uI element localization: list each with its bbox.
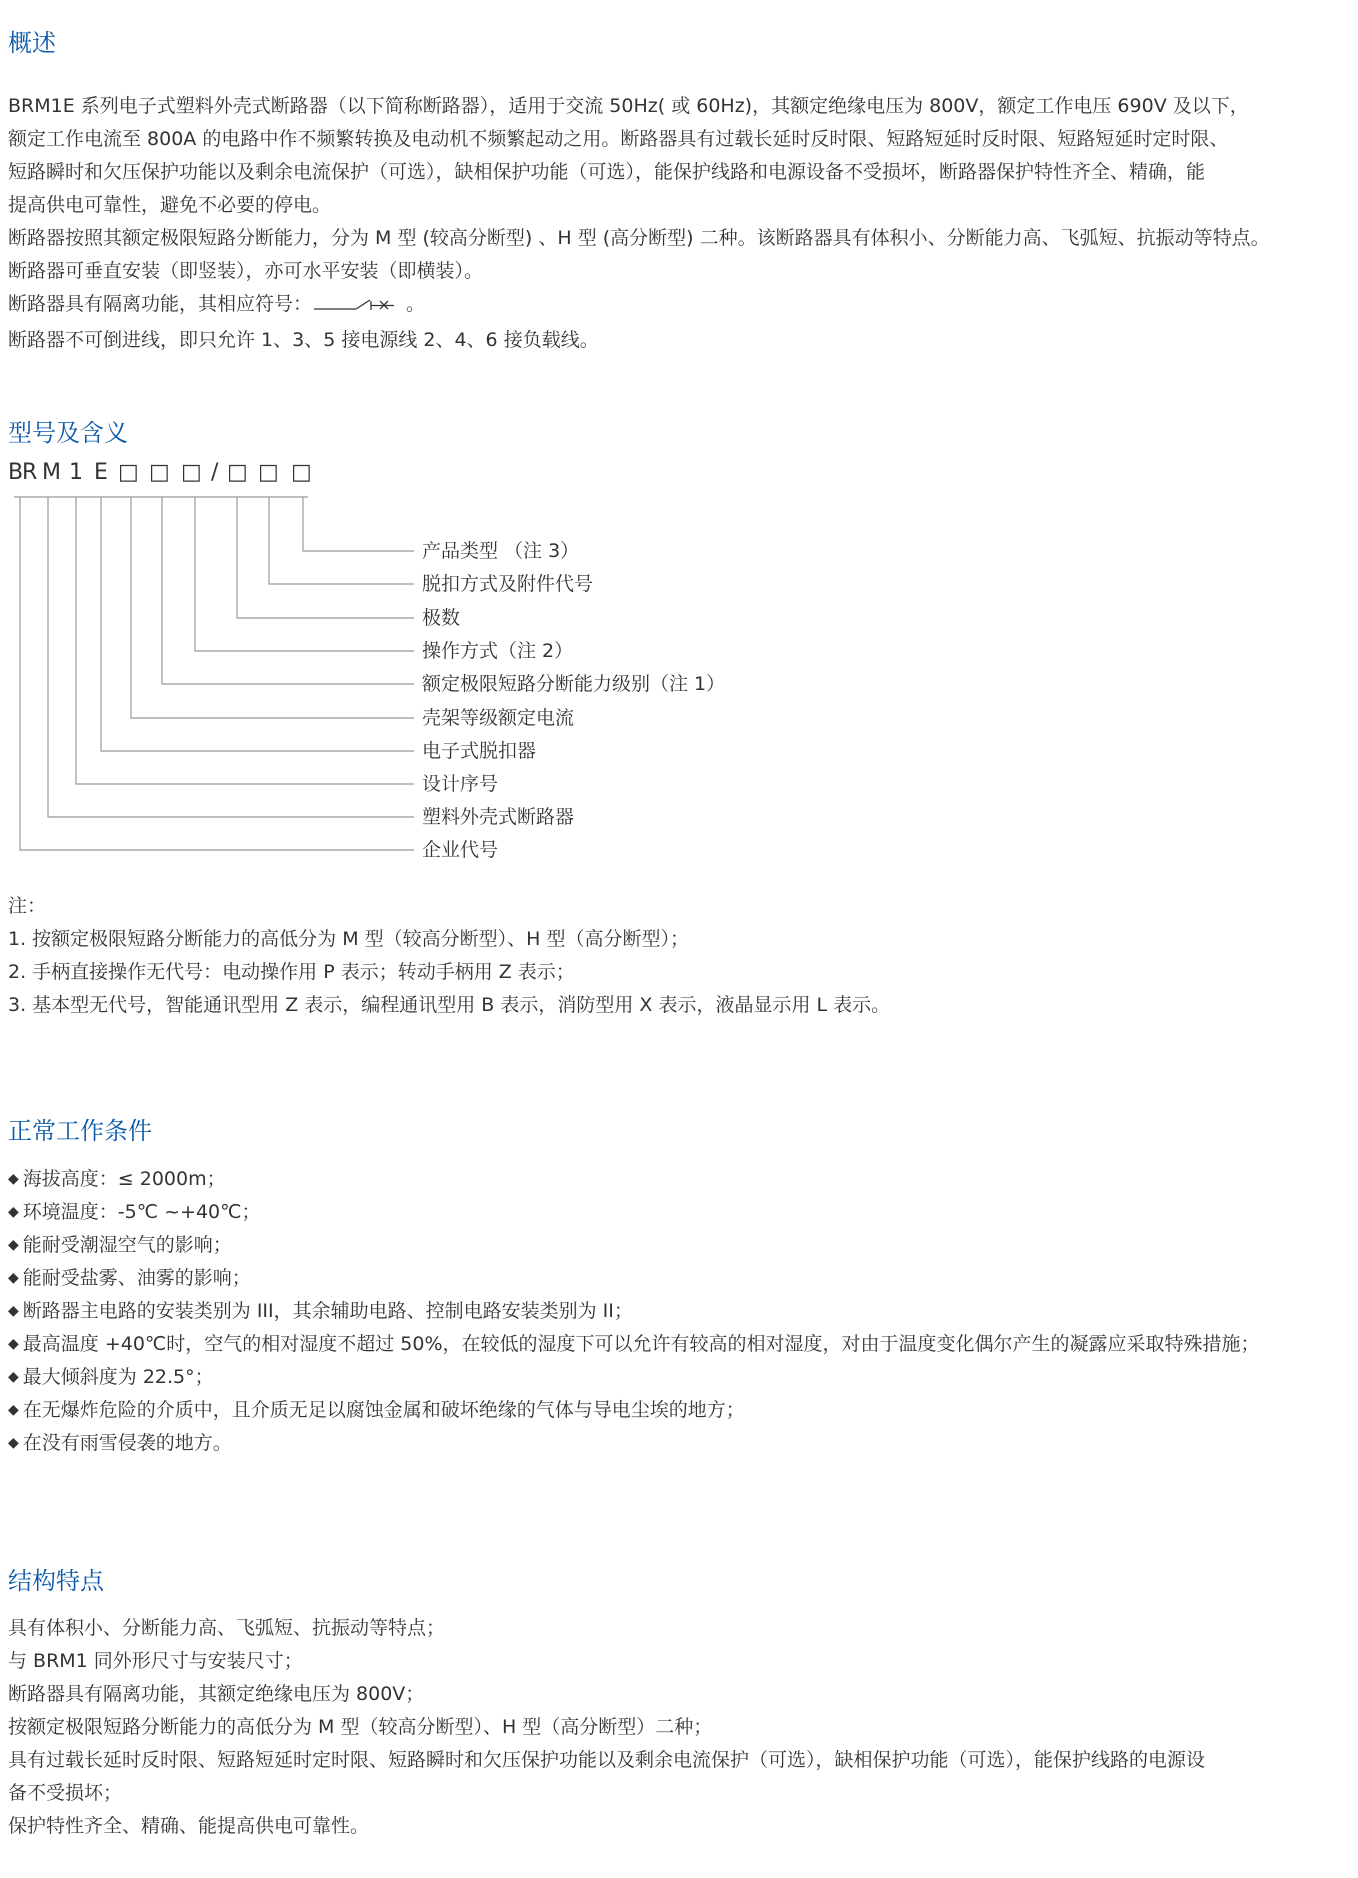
- model-code-char: R: [22, 460, 39, 485]
- isolation-switch-symbol-icon: [314, 291, 404, 324]
- model-title: 型号及含义: [8, 419, 128, 447]
- diamond-bullet-icon: ◆: [8, 1336, 19, 1352]
- diamond-bullet-icon: ◆: [8, 1402, 19, 1418]
- structure-line: 备不受损坏；: [8, 1782, 123, 1804]
- isolation-symbol-line: 断路器具有隔离功能，其相应符号： 。: [8, 288, 1348, 324]
- condition-item: ◆ 在无爆炸危险的介质中，且介质无足以腐蚀金属和破坏绝缘的气体与导电尘埃的地方；: [8, 1399, 745, 1421]
- model-code-box: □: [258, 460, 280, 485]
- overview-line: 断路器不可倒进线，即只允许 1、3、5 接电源线 2、4、6 接负载线。: [8, 329, 599, 351]
- condition-item: ◆ 在没有雨雪侵袭的地方。: [8, 1432, 232, 1454]
- model-label-poles: 极数: [422, 607, 461, 629]
- condition-item: ◆ 能耐受潮湿空气的影响；: [8, 1234, 232, 1256]
- diamond-bullet-icon: ◆: [8, 1270, 19, 1286]
- note-line: 3. 基本型无代号，智能通讯型用 Z 表示，编程通讯型用 B 表示，消防型用 X 表示，液晶显示用 L 表示。: [8, 994, 891, 1016]
- model-code-slash: /: [211, 460, 220, 485]
- model-notes: [8, 890, 1348, 1022]
- model-code-char: E: [94, 460, 109, 485]
- model-label-electronic-trip: 电子式脱扣器: [422, 740, 537, 762]
- structure-line: 保护特性齐全、精确、能提高供电可靠性。: [8, 1815, 370, 1837]
- model-label-company-code: 企业代号: [422, 839, 499, 861]
- condition-item: ◆ 能耐受盐雾、油雾的影响；: [8, 1267, 251, 1289]
- structure-line: 断路器具有隔离功能，其额定绝缘电压为 800V；: [8, 1683, 425, 1705]
- model-label-frame-current: 壳架等级额定电流: [422, 707, 575, 729]
- structure-line: 具有过载长延时反时限、短路短延时定时限、短路瞬时和欠压保护功能以及剩余电流保护（可选），缺相保护功能（可选），能保护线路的电源设: [8, 1749, 1206, 1771]
- diamond-bullet-icon: ◆: [8, 1171, 19, 1187]
- model-code-box: □: [227, 460, 249, 485]
- model-label-product-type: 产品类型 （注 3）: [422, 540, 580, 562]
- structure-line: 按额定极限短路分断能力的高低分为 M 型（较高分断型）、H 型（高分断型）二种；: [8, 1716, 713, 1738]
- condition-item: ◆ 断路器主电路的安装类别为 III，其余辅助电路、控制电路安装类别为 II；: [8, 1300, 633, 1322]
- overview-line: 短路瞬时和欠压保护功能以及剩余电流保护（可选），缺相保护功能（可选），能保护线路和电源设备不受损坏，断路器保护特性齐全、精确，能: [8, 161, 1206, 183]
- model-code-box: □: [181, 460, 203, 485]
- note-line: 2. 手柄直接操作无代号：电动操作用 P 表示；转动手柄用 Z 表示；: [8, 961, 575, 983]
- diamond-bullet-icon: ◆: [8, 1237, 19, 1253]
- condition-item: ◆ 环境温度：-5℃ ~+40℃；: [8, 1201, 261, 1223]
- overview-line: 断路器可垂直安装（即竖装），亦可水平安装（即横装）。: [8, 260, 484, 282]
- structure-text: [8, 1612, 1348, 1843]
- diamond-bullet-icon: ◆: [8, 1303, 19, 1319]
- model-label-operation: 操作方式（注 2）: [422, 640, 574, 662]
- diamond-bullet-icon: ◆: [8, 1204, 19, 1220]
- structure-line: 与 BRM1 同外形尺寸与安装尺寸；: [8, 1650, 303, 1672]
- model-code-char: 1: [69, 460, 84, 485]
- model-label-mccb: 塑料外壳式断路器: [422, 806, 575, 828]
- structure-title: 结构特点: [8, 1567, 104, 1595]
- overview-line: 断路器按照其额定极限短路分断能力，分为 M 型 (较高分断型) 、H 型 (高分断型) 二种。该断路器具有体积小、分断能力高、飞弧短、抗振动等特点。: [8, 227, 1270, 249]
- condition-item: ◆ 最高温度 +40℃时，空气的相对湿度不超过 50%，在较低的湿度下可以允许有较高的相对湿度，对由于温度变化偶尔产生的凝露应采取特殊措施；: [8, 1333, 1260, 1355]
- condition-item: ◆ 最大倾斜度为 22.5°；: [8, 1366, 214, 1388]
- overview-title: 概述: [8, 29, 56, 57]
- model-code-box: □: [291, 460, 313, 485]
- overview-line: BRM1E 系列电子式塑料外壳式断路器（以下简称断路器），适用于交流 50Hz( 或 60Hz)，其额定绝缘电压为 800V，额定工作电压 690V 及以下，: [8, 95, 1249, 117]
- model-code-box: □: [149, 460, 171, 485]
- diamond-bullet-icon: ◆: [8, 1369, 19, 1385]
- conditions-title: 正常工作条件: [8, 1117, 152, 1145]
- model-label-design-serial: 设计序号: [422, 773, 499, 795]
- overview-line: 额定工作电流至 800A 的电路中作不频繁转换及电动机不频繁起动之用。断路器具有过载长延时反时限、短路短延时反时限、短路短延时定时限、: [8, 128, 1229, 150]
- model-label-trip-accessory: 脱扣方式及附件代号: [422, 573, 594, 595]
- model-code-char: B: [8, 460, 25, 485]
- note-line: 1. 按额定极限短路分断能力的高低分为 M 型（较高分断型）、H 型（高分断型）；: [8, 928, 689, 950]
- notes-title: 注：: [8, 895, 47, 917]
- model-label-breaking-capacity: 额定极限短路分断能力级别（注 1）: [422, 673, 726, 695]
- diamond-bullet-icon: ◆: [8, 1435, 19, 1451]
- conditions-list: [8, 1163, 1348, 1460]
- overview-text: [8, 90, 1348, 357]
- structure-line: 具有体积小、分断能力高、飞弧短、抗振动等特点；: [8, 1617, 446, 1639]
- overview-line: 提高供电可靠性，避免不必要的停电。: [8, 194, 332, 216]
- condition-item: ◆ 海拔高度：≤ 2000m；: [8, 1168, 226, 1190]
- model-code-char: M: [42, 460, 62, 485]
- model-code-box: □: [118, 460, 140, 485]
